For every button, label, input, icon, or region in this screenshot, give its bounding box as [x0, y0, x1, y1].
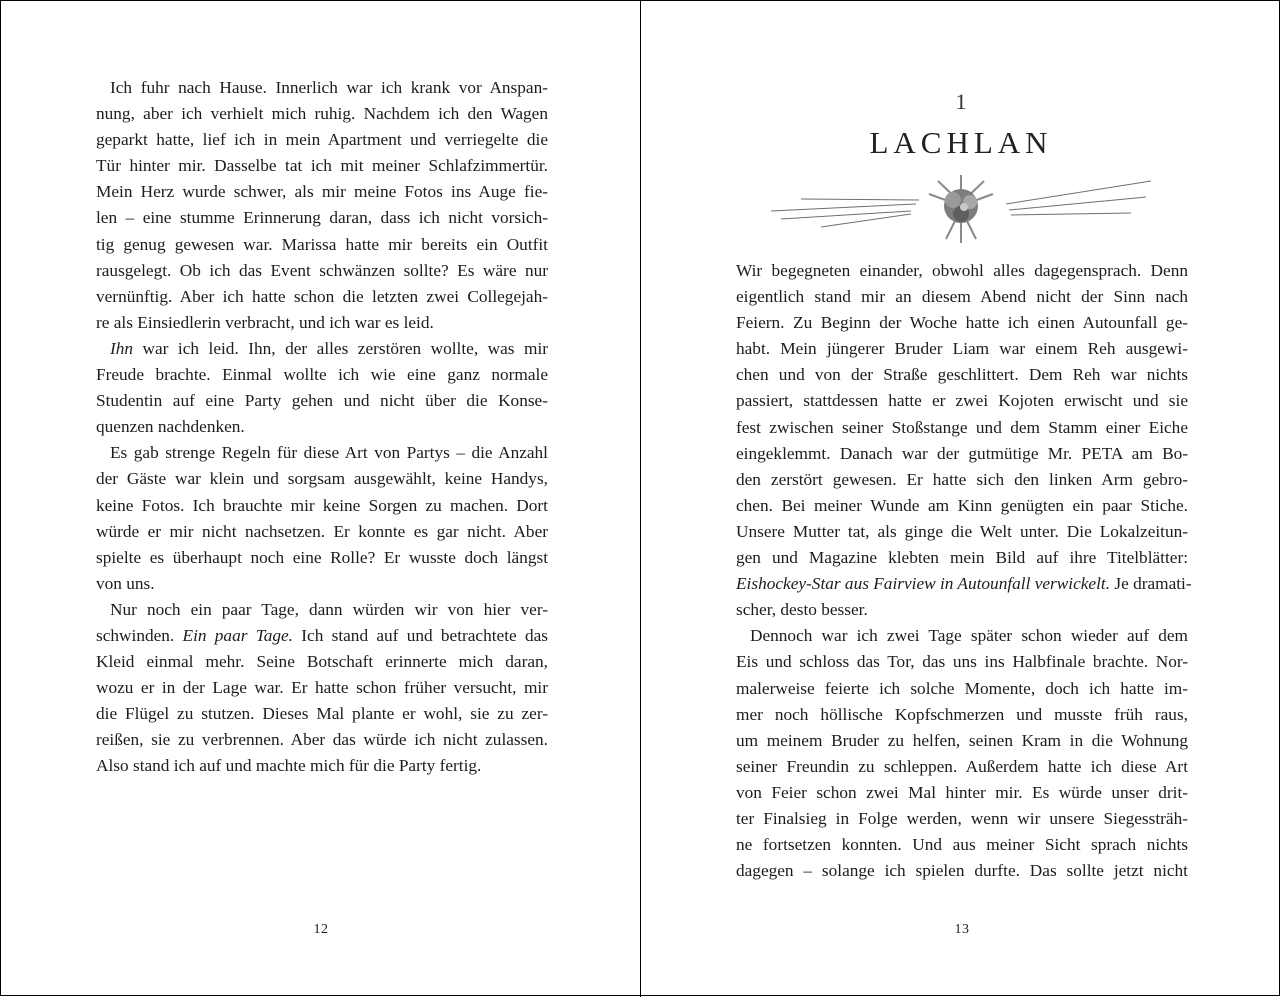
text-line: vernünftig. Aber ich hatte schon die letzten zwei Collegejah- — [96, 286, 548, 306]
text-line: um meinem Bruder zu helfen, seinen Kram in die Wohnung — [736, 730, 1188, 750]
text-line: Mein Herz wurde schwer, als mir meine Fotos ins Auge fie- — [96, 182, 548, 202]
text-line: geparkt hatte, lief ich in mein Apartment und verriegelte die — [96, 130, 548, 150]
text-line: chen und von der Straße geschlittert. Dem Reh war nichts — [736, 365, 1188, 385]
chapter-title: LACHLAN — [869, 125, 1053, 160]
text-line: gen und Magazine klebten mein Bild auf ihre Titelblätter: — [736, 548, 1188, 568]
text-line: re als Einsiedlerin verbracht, und ich war es leid. — [96, 312, 434, 332]
text-line: chen. Bei meiner Wunde am Kinn genügten ein paar Stiche. — [736, 495, 1188, 515]
text-line: den zerstört gewesen. Er hatte sich den linken Arm gebro- — [736, 469, 1188, 489]
text-line: mer noch höllische Kopfschmerzen und musste früh raus, — [736, 704, 1188, 724]
text-line: Nur noch ein paar Tage, dann würden wir von hier ver- — [110, 599, 548, 619]
text-line: Dennoch war ich zwei Tage später schon wieder auf dem — [750, 626, 1188, 646]
text-line: keine Fotos. Ich brauchte mir keine Sorgen zu machen. Dort — [96, 495, 548, 515]
text-line: rausgelegt. Ob ich das Event schwänzen sollte? Es wäre nur — [96, 260, 548, 280]
text-line: ter Finalsieg in Folge werden, wenn wir unsere Siegessträh- — [736, 808, 1188, 828]
right-page — [641, 1, 1280, 997]
text-line: spielte es überhaupt noch eine Rolle? Er wusste doch längst — [96, 547, 548, 567]
text-line: Unsere Mutter tat, als ginge die Welt unter. Die Lokalzeitun- — [736, 521, 1188, 541]
text-line: reißen, sie zu verbrennen. Aber das würde ich nicht zulassen. — [96, 730, 548, 750]
text-line: habt. Mein jüngerer Bruder Liam war einem Reh ausgewi- — [736, 339, 1188, 359]
text-line: Kleid einmal mehr. Seine Botschaft erinnerte mich daran, — [96, 652, 548, 672]
text-line: fest zwischen seiner Stoßstange und dem Stamm einer Eiche — [736, 417, 1188, 437]
text-line: dagegen – solange ich spielen durfte. Das sollte jetzt nicht — [736, 861, 1188, 881]
text-line: Es gab strenge Regeln für diese Art von Partys – die Anzahl — [110, 443, 548, 463]
text-line: Tür hinter mir. Dasselbe tat ich mit meiner Schlafzimmertür. — [96, 156, 548, 176]
text-line: Feiern. Zu Beginn der Woche hatte ich einen Autounfall ge- — [736, 313, 1188, 333]
right-page-text — [736, 258, 1192, 884]
text-line: scher, desto besser. — [736, 600, 868, 620]
text-line: ne fortsetzen konnten. Und aus meiner Sicht sprach nichts — [736, 835, 1188, 855]
text-line: Eis und schloss das Tor, das uns ins Halbfinale brachte. Nor- — [736, 652, 1188, 672]
left-page — [1, 1, 640, 997]
text-line: Eishockey-Star aus Fairview in Autounfall verwickelt. Je dramati- — [736, 574, 1192, 594]
text-line: Wir begegneten einander, obwohl alles dagegensprach. Denn — [736, 261, 1188, 280]
text-line: Studentin auf eine Party gehen und nicht über die Konse- — [96, 391, 548, 411]
text-line: malerweise feierte ich solche Momente, doch ich hatte im- — [736, 678, 1188, 698]
text-line: Ihn war ich leid. Ihn, der alles zerstören wollte, was mir — [110, 338, 548, 358]
text-line: von Feier schon zwei Mal hinter mir. Es würde unser drit- — [736, 782, 1188, 802]
starburst-flower-ornament-icon — [761, 169, 1161, 245]
text-line: die Flügel zu stutzen. Dieses Mal plante er wohl, sie zu zer- — [96, 704, 548, 724]
text-line: Freude brachte. Einmal wollte ich wie eine ganz normale — [96, 365, 548, 385]
text-line: wozu er in der Lage war. Er hatte schon früher versucht, mir — [96, 678, 548, 698]
text-line: Also stand ich auf und machte mich für die Party fertig. — [96, 756, 482, 776]
text-line: nung, aber ich verhielt mich ruhig. Nachdem ich den Wagen — [96, 104, 548, 124]
text-line: eingeklemmt. Danach war der gutmütige Mr. PETA am Bo- — [736, 443, 1188, 463]
text-line: würde er mir nicht nachsetzen. Er konnte es gar nicht. Aber — [96, 521, 548, 541]
text-line: eigentlich stand mir an diesem Abend nicht der Sinn nach — [736, 287, 1188, 307]
left-page-text — [96, 75, 548, 780]
text-line: quenzen nachdenken. — [96, 417, 245, 437]
text-line: der Gäste war klein und sorgsam ausgewählt, keine Handys, — [96, 469, 548, 489]
text-line: passiert, stattdessen hatte er zwei Kojoten erwischt und sie — [736, 391, 1188, 411]
text-line: seiner Freundin zu schleppen. Außerdem hatte ich diese Art — [736, 756, 1188, 776]
chapter-number: 1 — [955, 89, 967, 114]
text-line: von uns. — [96, 573, 155, 593]
text-line: len – eine stumme Erinnerung daran, dass ich nicht vorsich- — [96, 208, 548, 228]
text-line: Ich fuhr nach Hause. Innerlich war ich krank vor Anspan- — [110, 78, 548, 97]
text-line: tig genug gewesen war. Marissa hatte mir bereits ein Outfit — [96, 234, 548, 254]
right-page-number: 13 — [954, 922, 970, 937]
text-line: schwinden. Ein paar Tage. Ich stand auf und betrachtete das — [96, 625, 548, 645]
left-page-number: 12 — [313, 922, 329, 937]
